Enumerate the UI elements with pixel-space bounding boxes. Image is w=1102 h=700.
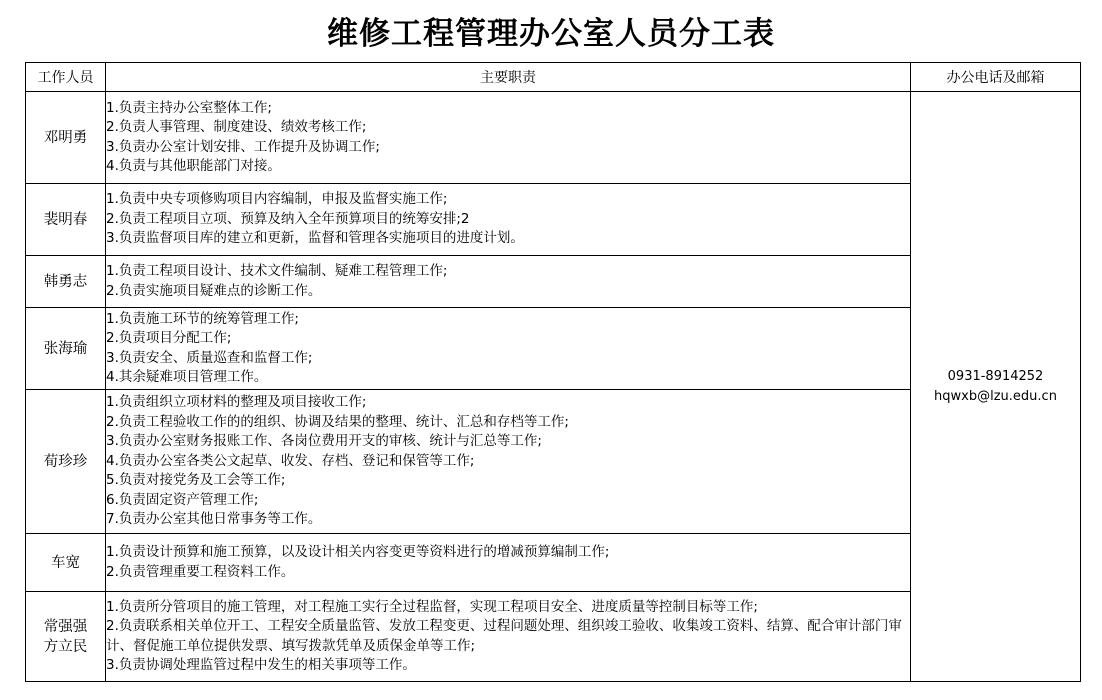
duty-item: 1.负责设计预算和施工预算，以及设计相关内容变更等资料进行的增减预算编制工作; <box>106 544 610 560</box>
staff-duty-table <box>25 62 1081 682</box>
duties-cell <box>106 308 911 390</box>
duty-item: 2.负责联系相关单位开工、工程安全质量监管、发放工程变更、过程问题处理、组织竣工验收、收集竣工资料、结算、配合审计部门审计、督促施工单位提供发票、填写拨款凭单及质保金单等工作; <box>106 618 902 654</box>
office-email: hqwxb@lzu.edu.cn <box>934 388 1057 404</box>
header-duties: 主要职责 <box>106 63 911 92</box>
duty-item: 6.负责固定资产管理工作; <box>106 491 259 508</box>
duty-item: 1.负责施工环节的统筹管理工作; <box>106 310 299 327</box>
staff-name-cell <box>26 184 106 256</box>
table-body <box>26 92 1081 682</box>
duty-item: 4.负责办公室各类公文起草、收发、存档、登记和保管等工作; <box>106 452 475 469</box>
office-phone: 0931-8914252 <box>947 369 1044 384</box>
duties-cell <box>106 534 911 592</box>
staff-name-cell <box>26 592 106 682</box>
staff-name: 韩勇志 <box>43 273 88 290</box>
staff-name: 车宽 <box>51 554 80 571</box>
duty-item: 1.负责工程项目设计、技术文件编制、疑难工程管理工作; <box>106 263 448 279</box>
contact-cell <box>911 92 1081 682</box>
staff-name: 荀珍珍 <box>43 453 88 470</box>
duty-item: 4.负责与其他职能部门对接。 <box>106 158 281 174</box>
duties-cell <box>106 256 911 308</box>
staff-name-cell <box>26 308 106 390</box>
duty-item: 4.其余疑难项目管理工作。 <box>106 369 268 385</box>
duty-item: 1.负责主持办公室整体工作; <box>106 99 272 116</box>
table-header-row <box>26 63 1081 92</box>
duty-item: 3.负责安全、质量巡查和监督工作; <box>106 349 313 366</box>
staff-name: 裴明春 <box>43 211 88 228</box>
duty-item: 1.负责中央专项修购项目内容编制，申报及监督实施工作; <box>106 191 448 208</box>
duty-item: 2.负责项目分配工作; <box>106 330 232 346</box>
duty-item: 2.负责实施项目疑难点的诊断工作。 <box>106 282 322 299</box>
duty-item: 2.负责管理重要工程资料工作。 <box>106 563 295 580</box>
duty-item: 1.负责所分管项目的施工管理，对工程施工实行全过程监督，实现工程项目安全、进度质量等控制目标等工作; <box>106 598 758 615</box>
staff-name-cell <box>26 256 106 308</box>
duty-item: 3.负责监督项目库的建立和更新，监督和管理各实施项目的进度计划。 <box>106 230 524 247</box>
duty-item: 5.负责对接党务及工会等工作; <box>106 472 286 489</box>
staff-name: 常强强 <box>43 618 88 635</box>
duties-cell <box>106 184 911 256</box>
duty-item: 7.负责办公室其他日常事务等工作。 <box>106 511 322 528</box>
staff-name: 方立民 <box>43 638 88 655</box>
duty-item: 3.负责办公室财务报账工作、各岗位费用开支的审核、统计与汇总等工作; <box>106 433 542 450</box>
duty-item: 2.负责工程验收工作的的组织、协调及结果的整理、统计、汇总和存档等工作; <box>106 413 569 430</box>
duties-cell <box>106 592 911 682</box>
staff-name-cell <box>26 390 106 534</box>
duty-item: 2.负责人事管理、制度建设、绩效考核工作; <box>106 119 367 135</box>
staff-name-cell <box>26 92 106 184</box>
header-staff: 工作人员 <box>26 63 106 92</box>
duty-item: 2.负责工程项目立项、预算及纳入全年预算项目的统筹安排;2 <box>106 210 470 227</box>
staff-name-cell <box>26 534 106 592</box>
header-contact: 办公电话及邮箱 <box>911 63 1081 92</box>
duties-cell <box>106 92 911 184</box>
staff-name: 邓明勇 <box>43 129 88 146</box>
table-row <box>26 92 1081 184</box>
duty-item: 1.负责组织立项材料的整理及项目接收工作; <box>106 394 367 411</box>
staff-name: 张海瑜 <box>43 340 88 357</box>
duty-item: 3.负责办公室计划安排、工作提升及协调工作; <box>106 138 380 155</box>
duty-item: 3.负责协调处理监管过程中发生的相关事项等工作。 <box>106 657 416 673</box>
duties-cell <box>106 390 911 534</box>
page-title: 维修工程管理办公室人员分工表 <box>327 16 775 52</box>
